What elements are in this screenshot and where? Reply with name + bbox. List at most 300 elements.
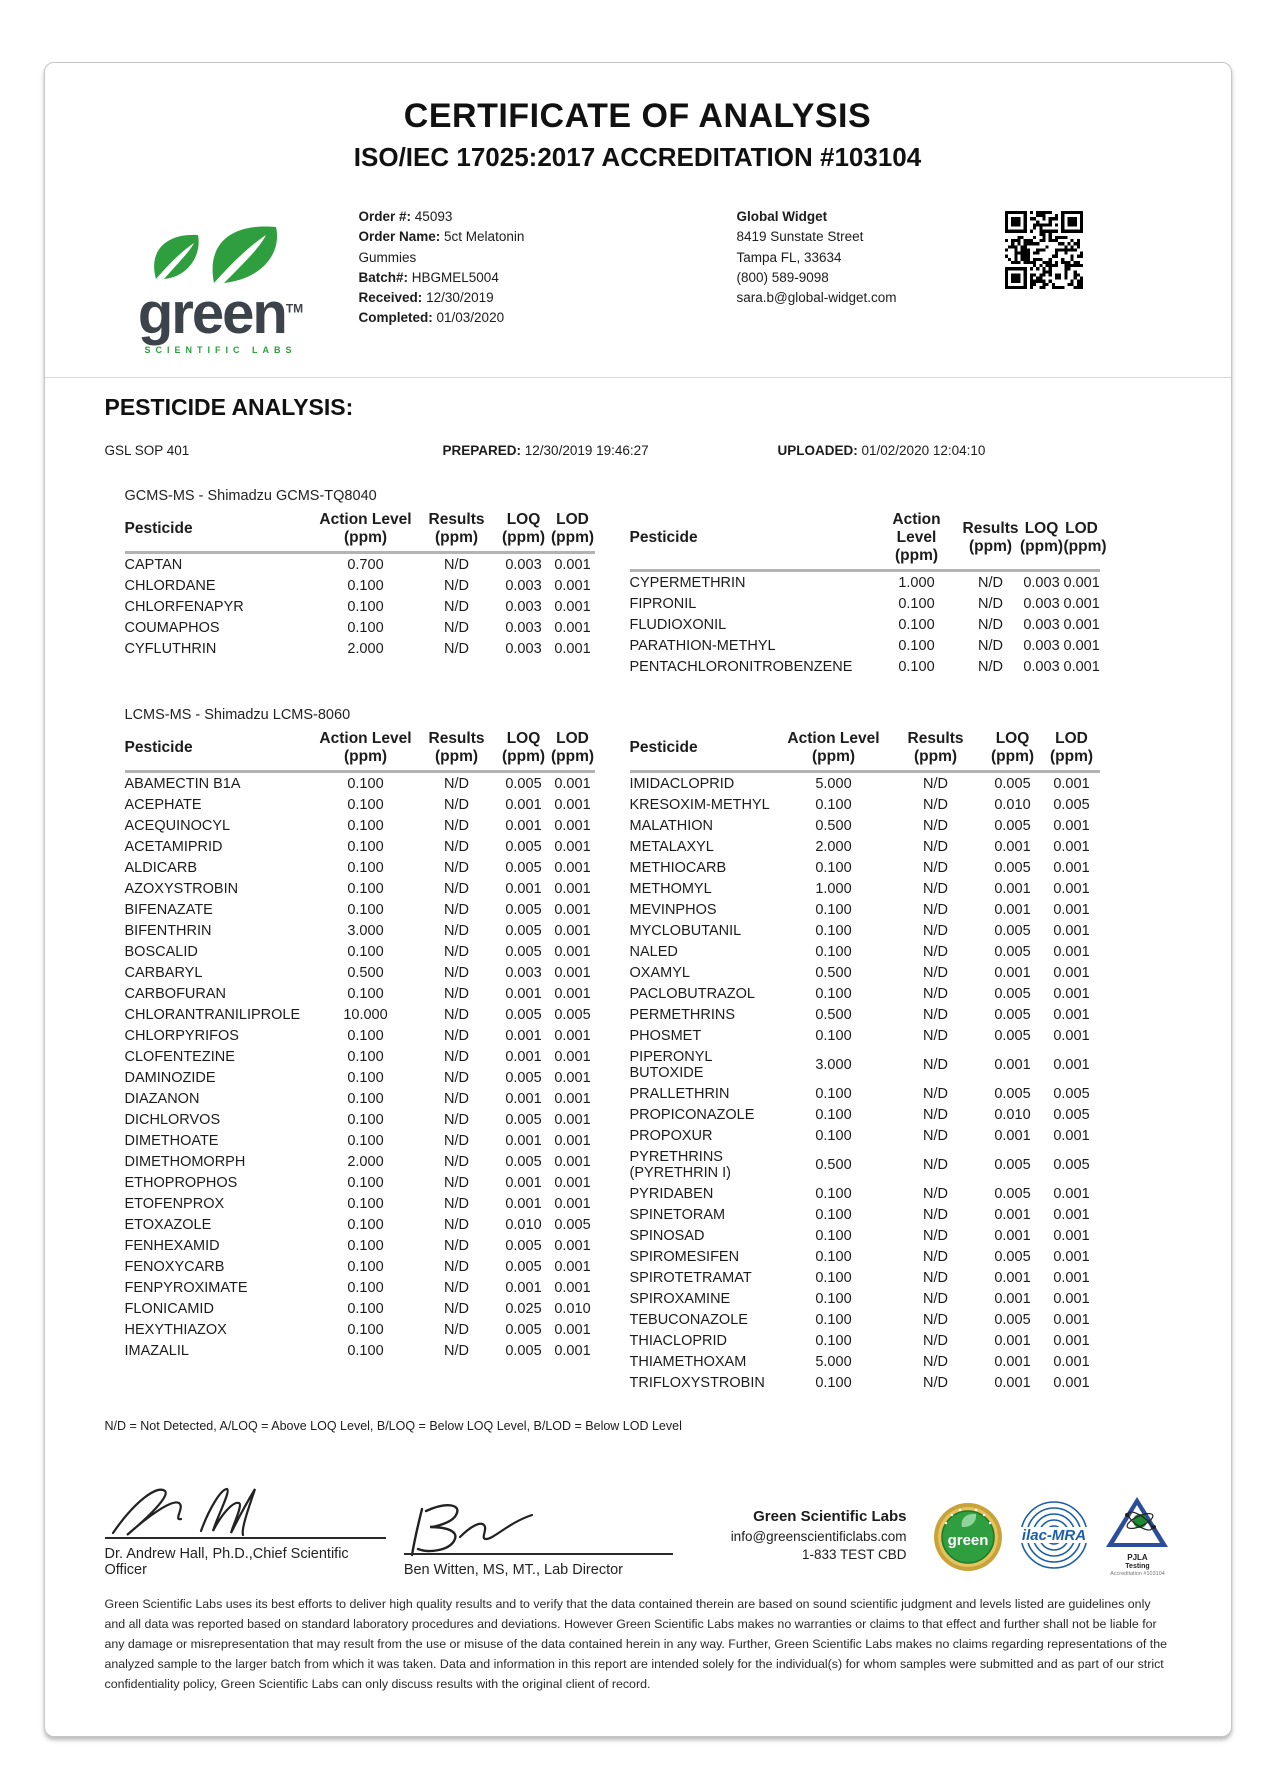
- completed-date: Completed: 01/03/2020: [358, 310, 505, 326]
- result-value: 5.000: [815, 775, 852, 792]
- result-value: 0.001: [505, 817, 542, 834]
- result-value: 0.001: [994, 1290, 1031, 1307]
- result-value: 0.005: [554, 1006, 591, 1023]
- pesticide-name: MEVINPHOS: [629, 901, 717, 918]
- result-value: 0.005: [994, 1006, 1031, 1023]
- column-header: LOD (ppm): [551, 727, 595, 772]
- result-value: 0.100: [347, 577, 384, 594]
- pesticide-row: [630, 656, 1100, 677]
- result-value: 0.001: [505, 880, 542, 897]
- column-header: Action Level (ppm): [315, 727, 417, 772]
- pesticide-row: [630, 1225, 1100, 1246]
- result-value: 0.100: [347, 1321, 384, 1338]
- client-phone: (800) 589-9098: [736, 269, 829, 285]
- result-value: N/D: [923, 985, 948, 1002]
- result-value: 0.100: [347, 1342, 384, 1359]
- result-value: 0.100: [347, 1132, 384, 1149]
- result-value: 0.001: [1053, 922, 1090, 939]
- result-value: 0.001: [1063, 595, 1100, 612]
- signature-line-2: [404, 1553, 674, 1555]
- pesticide-name: IMIDACLOPRID: [629, 775, 735, 792]
- result-value: 0.001: [554, 1258, 591, 1275]
- result-value: N/D: [923, 901, 948, 918]
- result-value: N/D: [923, 943, 948, 960]
- result-value: 0.001: [1063, 658, 1100, 675]
- result-value: 0.001: [994, 1332, 1031, 1349]
- pesticide-name: CHLORFENAPYR: [124, 598, 244, 615]
- result-value: N/D: [923, 1106, 948, 1123]
- result-value: 0.100: [347, 598, 384, 615]
- pesticide-name: SPIROXAMINE: [629, 1290, 731, 1307]
- result-value: N/D: [923, 1227, 948, 1244]
- result-value: 0.005: [994, 1248, 1031, 1265]
- pesticide-row: [630, 635, 1100, 656]
- result-value: 0.500: [815, 1156, 852, 1173]
- result-value: 0.001: [1053, 1311, 1090, 1328]
- pjla-testing-label: Testing: [1125, 1563, 1150, 1571]
- result-value: 0.001: [554, 1342, 591, 1359]
- legend-footnote: N/D = Not Detected, A/LOQ = Above LOQ Level, B/LOQ = Below LOQ Level, B/LOD = Below LOD Level: [104, 1419, 682, 1433]
- order-name: Order Name: 5ct Melatonin Gummies: [358, 229, 525, 265]
- result-value: N/D: [444, 598, 469, 615]
- result-value: N/D: [444, 1027, 469, 1044]
- column-header: Results (ppm): [417, 727, 497, 772]
- result-value: 0.005: [505, 859, 542, 876]
- result-value: 0.001: [1053, 985, 1090, 1002]
- result-value: 0.001: [554, 859, 591, 876]
- gcms-left-table: [125, 508, 595, 659]
- result-value: 0.001: [554, 1132, 591, 1149]
- pesticide-row: [125, 1130, 595, 1151]
- header-info-row: [105, 207, 1171, 355]
- result-value: 0.001: [505, 1279, 542, 1296]
- pesticide-row: [630, 1288, 1100, 1309]
- result-value: 0.001: [554, 1069, 591, 1086]
- result-value: 0.100: [898, 658, 935, 675]
- result-value: 0.001: [554, 1090, 591, 1107]
- pesticide-name: IMAZALIL: [124, 1342, 189, 1359]
- pesticide-name: FENPYROXIMATE: [124, 1279, 248, 1296]
- result-value: 0.001: [554, 1153, 591, 1170]
- pesticide-name: PERMETHRINS: [629, 1006, 736, 1023]
- pesticide-row: [630, 899, 1100, 920]
- lcms-left-table: [125, 727, 595, 1361]
- pesticide-row: [125, 772, 595, 795]
- pesticide-name: METHIOCARB: [629, 859, 727, 876]
- pesticide-name: ACETAMIPRID: [124, 838, 223, 855]
- result-value: N/D: [444, 1153, 469, 1170]
- ilac-mra-icon: [1012, 1497, 1096, 1578]
- client-info: [737, 207, 967, 308]
- pesticide-row: [630, 962, 1100, 983]
- pesticide-row: [125, 1025, 595, 1046]
- result-value: N/D: [923, 859, 948, 876]
- pesticide-row: [125, 1340, 595, 1361]
- pesticide-row: [630, 1125, 1100, 1146]
- pesticide-row: [125, 1214, 595, 1235]
- pesticide-row: [125, 1067, 595, 1088]
- result-value: N/D: [444, 1321, 469, 1338]
- result-value: N/D: [923, 1185, 948, 1202]
- pesticide-name: NALED: [629, 943, 678, 960]
- pesticide-name: PARATHION-METHYL: [629, 637, 776, 654]
- result-value: 0.005: [994, 1156, 1031, 1173]
- result-value: N/D: [923, 1006, 948, 1023]
- result-value: 0.005: [505, 1258, 542, 1275]
- pesticide-name: DIMETHOATE: [124, 1132, 219, 1149]
- trademark-symbol: TM: [285, 301, 304, 316]
- pesticide-row: [125, 596, 595, 617]
- result-value: 0.005: [505, 922, 542, 939]
- result-value: 0.005: [505, 943, 542, 960]
- column-header: Action Level (ppm): [315, 508, 417, 553]
- result-value: N/D: [923, 1156, 948, 1173]
- result-value: 0.001: [505, 1048, 542, 1065]
- result-value: 0.003: [1023, 616, 1060, 633]
- result-value: N/D: [923, 1206, 948, 1223]
- result-value: 0.001: [554, 598, 591, 615]
- result-value: N/D: [444, 1111, 469, 1128]
- uploaded-timestamp: UPLOADED: 01/02/2020 12:04:10: [777, 443, 986, 458]
- result-value: 0.003: [505, 619, 542, 636]
- result-value: 0.100: [815, 1206, 852, 1223]
- result-value: 0.001: [1053, 1206, 1090, 1223]
- pesticide-name: SPIROMESIFEN: [629, 1248, 740, 1265]
- result-value: 0.001: [1053, 1353, 1090, 1370]
- pesticide-row: [630, 1183, 1100, 1204]
- result-value: N/D: [444, 577, 469, 594]
- result-value: 0.005: [994, 1085, 1031, 1102]
- result-value: N/D: [923, 775, 948, 792]
- sop-row: [105, 443, 1171, 458]
- section-title: PESTICIDE ANALYSIS:: [104, 394, 354, 420]
- result-value: 0.100: [898, 616, 935, 633]
- result-value: 0.001: [554, 1027, 591, 1044]
- pesticide-name: CYPERMETHRIN: [629, 574, 746, 591]
- result-value: 0.100: [815, 1374, 852, 1391]
- result-value: N/D: [923, 1353, 948, 1370]
- pesticide-row: [125, 638, 595, 659]
- pesticide-name: ETOFENPROX: [124, 1195, 225, 1212]
- result-value: N/D: [444, 1174, 469, 1191]
- result-value: 0.005: [505, 1237, 542, 1254]
- pesticide-row: [630, 1104, 1100, 1125]
- result-value: 0.100: [898, 637, 935, 654]
- result-value: 0.001: [994, 1227, 1031, 1244]
- signature-2-icon: [404, 1497, 584, 1559]
- result-value: 0.001: [554, 880, 591, 897]
- result-value: 0.003: [505, 556, 542, 573]
- result-value: 0.100: [347, 838, 384, 855]
- result-value: 0.003: [1023, 574, 1060, 591]
- pesticide-name: DIMETHOMORPH: [124, 1153, 246, 1170]
- result-value: N/D: [444, 796, 469, 813]
- result-value: 5.000: [815, 1353, 852, 1370]
- result-value: 0.005: [1053, 1106, 1090, 1123]
- pesticide-row: [125, 617, 595, 638]
- result-value: 1.000: [815, 880, 852, 897]
- result-value: 0.003: [505, 577, 542, 594]
- pesticide-name: DAMINOZIDE: [124, 1069, 216, 1086]
- pesticide-row: [125, 836, 595, 857]
- result-value: 0.500: [815, 964, 852, 981]
- result-value: 0.100: [347, 1237, 384, 1254]
- column-header: LOQ (ppm): [1020, 508, 1064, 571]
- result-value: 0.001: [554, 1279, 591, 1296]
- column-header: Results (ppm): [417, 508, 497, 553]
- result-value: 0.500: [815, 817, 852, 834]
- pesticide-name: PACLOBUTRAZOL: [629, 985, 755, 1002]
- result-value: N/D: [444, 1216, 469, 1233]
- result-value: N/D: [923, 964, 948, 981]
- column-header: Pesticide: [125, 508, 315, 553]
- pjla-icon: [1104, 1495, 1170, 1578]
- pesticide-name: ETOXAZOLE: [124, 1216, 212, 1233]
- result-value: 0.001: [994, 964, 1031, 981]
- result-value: 0.100: [347, 1216, 384, 1233]
- pesticide-name: CYFLUTHRIN: [124, 640, 217, 657]
- pesticide-row: [630, 836, 1100, 857]
- pesticide-name: ACEQUINOCYL: [124, 817, 231, 834]
- result-value: 0.100: [347, 1090, 384, 1107]
- result-value: 0.001: [1053, 1127, 1090, 1144]
- pesticide-row: [125, 553, 595, 576]
- result-value: 0.001: [1053, 1227, 1090, 1244]
- signature-block-1: [105, 1481, 386, 1578]
- pesticide-name: DIAZANON: [124, 1090, 200, 1107]
- pesticide-name: PROPOXUR: [629, 1127, 713, 1144]
- result-value: N/D: [444, 1069, 469, 1086]
- result-value: 0.100: [347, 1279, 384, 1296]
- result-value: 0.010: [994, 796, 1031, 813]
- result-value: 0.001: [505, 1174, 542, 1191]
- result-value: 0.100: [815, 943, 852, 960]
- pesticide-name: DICHLORVOS: [124, 1111, 221, 1128]
- result-value: 0.005: [994, 943, 1031, 960]
- column-header: Action Level (ppm): [872, 508, 962, 571]
- result-value: 0.001: [1053, 859, 1090, 876]
- pesticide-row: [630, 878, 1100, 899]
- result-value: N/D: [923, 1085, 948, 1102]
- pesticide-row: [630, 1372, 1100, 1393]
- result-value: 0.001: [554, 1174, 591, 1191]
- gcms-instrument-label: GCMS-MS - Shimadzu GCMS-TQ8040: [124, 488, 377, 504]
- pesticide-row: [630, 1146, 1100, 1183]
- pesticide-name: TEBUCONAZOLE: [629, 1311, 748, 1328]
- result-value: N/D: [444, 922, 469, 939]
- result-value: 0.001: [554, 1237, 591, 1254]
- result-value: 0.001: [1053, 1185, 1090, 1202]
- pesticide-name: FLONICAMID: [124, 1300, 214, 1317]
- pesticide-name: CHLORANTRANILIPROLE: [124, 1006, 301, 1023]
- result-value: 0.001: [994, 880, 1031, 897]
- result-value: 0.100: [347, 1300, 384, 1317]
- result-value: N/D: [444, 775, 469, 792]
- pesticide-row: [630, 794, 1100, 815]
- column-header: Pesticide: [630, 727, 778, 772]
- result-value: 0.003: [1023, 637, 1060, 654]
- column-header: LOD (ppm): [551, 508, 595, 553]
- pjla-label: PJLA: [1127, 1553, 1148, 1563]
- pesticide-name: FLUDIOXONIL: [629, 616, 727, 633]
- pesticide-row: [125, 920, 595, 941]
- result-value: 0.100: [815, 859, 852, 876]
- result-value: 0.005: [505, 1111, 542, 1128]
- result-value: 0.001: [554, 796, 591, 813]
- pesticide-row: [125, 899, 595, 920]
- result-value: N/D: [444, 859, 469, 876]
- result-value: 2.000: [347, 640, 384, 657]
- column-header: Pesticide: [125, 727, 315, 772]
- result-value: 0.001: [994, 838, 1031, 855]
- pesticide-row: [125, 1151, 595, 1172]
- result-value: 0.100: [347, 943, 384, 960]
- pesticide-name: TRIFLOXYSTROBIN: [629, 1374, 765, 1391]
- result-value: 1.000: [898, 574, 935, 591]
- result-value: 0.001: [554, 817, 591, 834]
- result-value: 0.001: [1053, 1056, 1090, 1073]
- result-value: 0.001: [554, 1111, 591, 1128]
- result-value: 0.100: [347, 880, 384, 897]
- pesticide-row: [630, 1083, 1100, 1104]
- result-value: N/D: [444, 1342, 469, 1359]
- result-value: 0.010: [505, 1216, 542, 1233]
- batch-number: Batch#: HBGMEL5004: [358, 269, 499, 285]
- result-value: 0.001: [1053, 838, 1090, 855]
- result-value: 0.001: [554, 922, 591, 939]
- result-value: 0.100: [815, 1311, 852, 1328]
- result-value: 0.001: [505, 796, 542, 813]
- result-value: 0.100: [347, 985, 384, 1002]
- column-header: LOQ (ppm): [982, 727, 1044, 772]
- client-address-line2: Tampa FL, 33634: [736, 249, 842, 265]
- pesticide-row: [630, 815, 1100, 836]
- result-value: 0.001: [1053, 964, 1090, 981]
- pesticide-name: FENHEXAMID: [124, 1237, 220, 1254]
- green-seal-icon: [932, 1501, 1004, 1578]
- result-value: 0.001: [554, 1048, 591, 1065]
- pesticide-name: SPIROTETRAMAT: [629, 1269, 752, 1286]
- signer-1-name: Dr. Andrew Hall, Ph.D.,Chief Scientific Officer: [104, 1546, 349, 1578]
- result-value: 0.005: [994, 985, 1031, 1002]
- result-value: 0.100: [815, 1332, 852, 1349]
- pesticide-name: CHLORDANE: [124, 577, 216, 594]
- pesticide-name: BOSCALID: [124, 943, 198, 960]
- result-value: 0.005: [1053, 1085, 1090, 1102]
- result-value: 0.001: [1053, 1374, 1090, 1391]
- svg-text:green: green: [948, 1532, 989, 1549]
- result-value: 0.100: [347, 796, 384, 813]
- pesticide-row: [125, 1193, 595, 1214]
- pesticide-row: [125, 962, 595, 983]
- result-value: N/D: [923, 1269, 948, 1286]
- result-value: 0.100: [347, 619, 384, 636]
- pesticide-name: METHOMYL: [629, 880, 712, 897]
- result-value: 0.100: [815, 796, 852, 813]
- column-header: Results (ppm): [962, 508, 1020, 571]
- pesticide-name: PYRETHRINS (PYRETHRIN I): [629, 1148, 731, 1181]
- result-value: 0.001: [994, 1269, 1031, 1286]
- order-number: Order #: 45093: [358, 209, 453, 224]
- pesticide-name: THIACLOPRID: [629, 1332, 727, 1349]
- pesticide-row: [125, 857, 595, 878]
- result-value: 0.100: [347, 1048, 384, 1065]
- result-value: 0.001: [505, 1195, 542, 1212]
- result-value: 0.100: [347, 1258, 384, 1275]
- signature-row: [105, 1481, 1171, 1578]
- lab-phone: 1-833 TEST CBD: [801, 1546, 907, 1562]
- result-value: N/D: [923, 922, 948, 939]
- pesticide-name: ACEPHATE: [124, 796, 202, 813]
- signer-2-name: Ben Witten, MS, MT., Lab Director: [403, 1562, 623, 1578]
- result-value: N/D: [444, 1195, 469, 1212]
- result-value: N/D: [444, 1006, 469, 1023]
- result-value: N/D: [444, 943, 469, 960]
- client-email: sara.b@global-widget.com: [736, 290, 897, 305]
- result-value: 0.001: [554, 901, 591, 918]
- column-header: Pesticide: [630, 508, 872, 571]
- result-value: 0.001: [505, 1090, 542, 1107]
- received-date: Received: 12/30/2019: [358, 290, 494, 305]
- pesticide-row: [630, 614, 1100, 635]
- result-value: N/D: [444, 1279, 469, 1296]
- result-value: 0.001: [554, 619, 591, 636]
- pesticide-row: [125, 878, 595, 899]
- pesticide-row: [125, 794, 595, 815]
- pesticide-row: [630, 1046, 1100, 1083]
- result-value: 0.100: [815, 1185, 852, 1202]
- result-value: 0.001: [1053, 817, 1090, 834]
- result-value: 0.100: [815, 1085, 852, 1102]
- result-value: 0.001: [554, 943, 591, 960]
- accreditation-seals: [924, 1495, 1170, 1578]
- result-value: N/D: [978, 637, 1003, 654]
- pesticide-row: [125, 1109, 595, 1130]
- result-value: 0.100: [815, 901, 852, 918]
- column-header: LOD (ppm): [1044, 727, 1100, 772]
- pesticide-row: [630, 1330, 1100, 1351]
- result-value: 0.001: [554, 577, 591, 594]
- result-value: 0.001: [554, 556, 591, 573]
- result-value: 0.005: [994, 775, 1031, 792]
- result-value: 0.001: [1053, 901, 1090, 918]
- pesticide-name: SPINOSAD: [629, 1227, 705, 1244]
- result-value: N/D: [444, 1048, 469, 1065]
- lcms-right-table: [630, 727, 1100, 1393]
- pesticide-row: [630, 1246, 1100, 1267]
- result-value: 0.100: [815, 1027, 852, 1044]
- pesticide-name: CARBARYL: [124, 964, 203, 981]
- result-value: N/D: [444, 880, 469, 897]
- result-value: 0.001: [1053, 1006, 1090, 1023]
- result-value: 0.100: [815, 985, 852, 1002]
- result-value: 0.001: [1053, 1332, 1090, 1349]
- result-value: 0.100: [347, 1027, 384, 1044]
- column-header: LOQ (ppm): [497, 508, 551, 553]
- pesticide-name: CARBOFURAN: [124, 985, 227, 1002]
- result-value: 0.003: [1023, 595, 1060, 612]
- pesticide-row: [125, 815, 595, 836]
- svg-text:ilac-MRA: ilac-MRA: [1022, 1527, 1087, 1544]
- column-header: LOD (ppm): [1064, 508, 1100, 571]
- result-value: N/D: [923, 1374, 948, 1391]
- result-value: N/D: [444, 1090, 469, 1107]
- result-value: N/D: [923, 1056, 948, 1073]
- result-value: 0.100: [347, 901, 384, 918]
- result-value: N/D: [923, 1127, 948, 1144]
- result-value: N/D: [444, 1300, 469, 1317]
- pesticide-row: [630, 571, 1100, 594]
